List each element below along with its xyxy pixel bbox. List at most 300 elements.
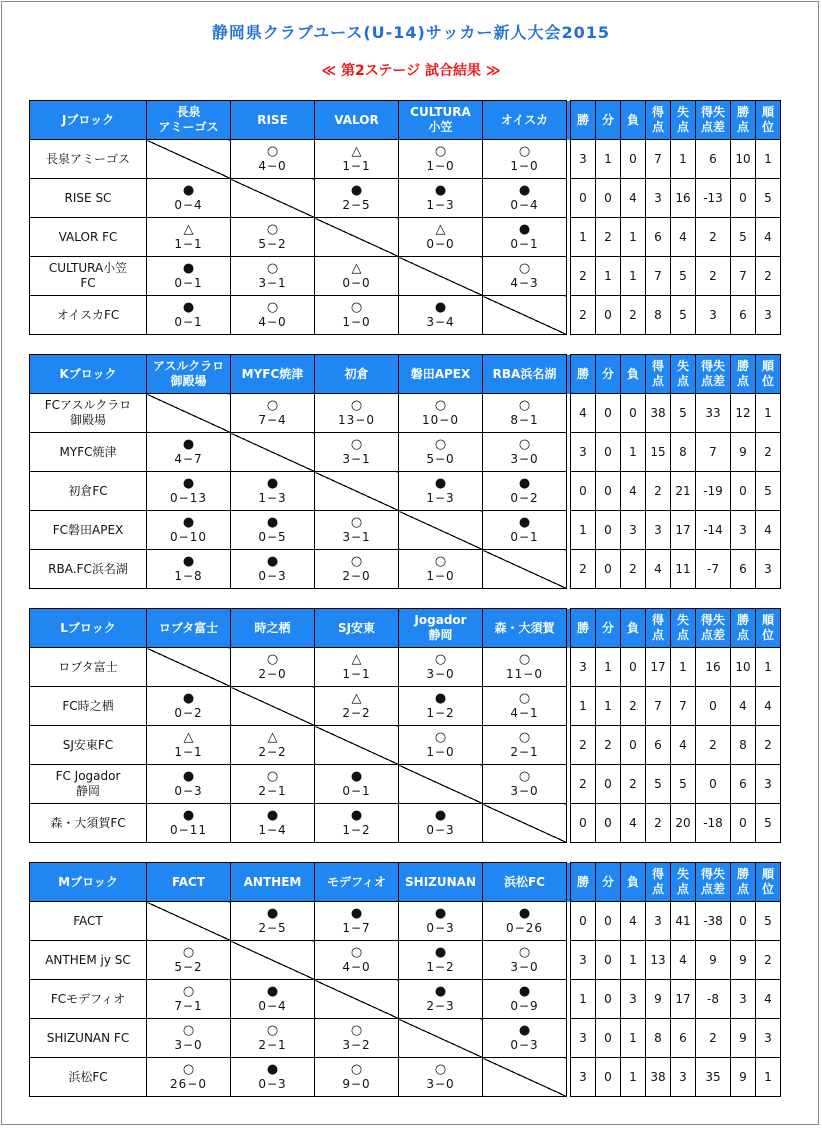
match-score: 4−0: [258, 315, 287, 329]
table-row: [30, 980, 781, 1019]
win-mark-icon: ○: [182, 945, 195, 960]
draw-mark-icon: △: [351, 144, 362, 159]
match-result: [147, 687, 231, 726]
match-result: [147, 550, 231, 589]
table-row: [30, 511, 781, 550]
loss-mark-icon: ●: [350, 906, 363, 921]
loss-mark-icon: ●: [266, 554, 279, 569]
self-match-diagonal: [483, 550, 567, 589]
match-result: [147, 218, 231, 257]
match-result: [231, 296, 315, 335]
stat-header: 分: [596, 863, 621, 902]
team-name: 長泉アミーゴス: [30, 140, 147, 179]
self-match-diagonal: [483, 804, 567, 843]
win-mark-icon: ○: [266, 144, 279, 159]
loss-mark-icon: ●: [182, 515, 195, 530]
block-name: Lブロック: [30, 609, 147, 648]
stat-value: 3: [646, 902, 671, 941]
stat-value: 8: [671, 433, 696, 472]
stat-value: 3: [671, 1058, 696, 1097]
opponent-column-header: FACT: [147, 863, 231, 902]
match-result: [315, 257, 399, 296]
stat-value: 1: [671, 648, 696, 687]
match-result: [399, 726, 483, 765]
stat-value: 3: [571, 1019, 596, 1058]
self-match-diagonal: [147, 902, 231, 941]
team-name: SJ安東FC: [30, 726, 147, 765]
self-match-diagonal: [147, 140, 231, 179]
stat-header: 得失 点差: [696, 609, 731, 648]
match-score: 5−2: [258, 237, 287, 251]
stat-value: 3: [756, 550, 781, 589]
stat-value: 2: [646, 804, 671, 843]
match-score: 0−9: [510, 999, 539, 1013]
stat-value: 10: [731, 140, 756, 179]
stat-value: 3: [571, 433, 596, 472]
match-score: 1−4: [258, 823, 287, 837]
stat-value: 1: [571, 980, 596, 1019]
win-mark-icon: ○: [350, 515, 363, 530]
stat-value: 1: [571, 687, 596, 726]
loss-mark-icon: ●: [182, 476, 195, 491]
match-result: [231, 511, 315, 550]
stat-value: 4: [671, 726, 696, 765]
team-name: FACT: [30, 902, 147, 941]
stat-value: 1: [756, 394, 781, 433]
stat-header: 順 位: [756, 609, 781, 648]
win-mark-icon: ○: [518, 437, 531, 452]
stat-value: 5: [756, 902, 781, 941]
loss-mark-icon: ●: [434, 984, 447, 999]
loss-mark-icon: ●: [182, 554, 195, 569]
stat-value: 0: [596, 472, 621, 511]
match-result: [231, 902, 315, 941]
match-result: [315, 648, 399, 687]
stat-header: 勝: [571, 101, 596, 140]
win-mark-icon: ○: [182, 1023, 195, 1038]
table-row: [30, 433, 781, 472]
stat-value: 5: [756, 179, 781, 218]
draw-mark-icon: △: [267, 730, 278, 745]
match-score: 2−1: [258, 1038, 287, 1052]
stat-value: 33: [696, 394, 731, 433]
match-result: [315, 550, 399, 589]
opponent-column-header: RISE: [231, 101, 315, 140]
stat-header: 負: [621, 101, 646, 140]
stat-value: 0: [571, 902, 596, 941]
win-mark-icon: ○: [266, 398, 279, 413]
stat-value: 15: [646, 433, 671, 472]
match-result: [315, 511, 399, 550]
match-result: [399, 550, 483, 589]
match-result: [399, 140, 483, 179]
stat-value: 0: [571, 179, 596, 218]
match-result: [483, 726, 567, 765]
stat-value: -19: [696, 472, 731, 511]
stat-value: 2: [646, 472, 671, 511]
table-row: [30, 179, 781, 218]
stat-value: 2: [756, 433, 781, 472]
match-result: [483, 941, 567, 980]
stat-value: 2: [571, 257, 596, 296]
stat-value: 16: [671, 179, 696, 218]
stat-header: 失 点: [671, 609, 696, 648]
stat-value: 5: [671, 296, 696, 335]
table-row: [30, 804, 781, 843]
stat-value: 6: [646, 218, 671, 257]
match-score: 3−1: [342, 452, 371, 466]
match-result: [315, 1019, 399, 1058]
loss-mark-icon: ●: [518, 906, 531, 921]
win-mark-icon: ○: [266, 769, 279, 784]
loss-mark-icon: ●: [518, 476, 531, 491]
match-result: [147, 804, 231, 843]
match-result: [399, 179, 483, 218]
table-row: [30, 394, 781, 433]
match-result: [231, 1058, 315, 1097]
match-result: [483, 433, 567, 472]
stat-header: 分: [596, 101, 621, 140]
stat-value: 0: [571, 472, 596, 511]
match-score: 1−0: [426, 159, 455, 173]
match-score: 0−26: [506, 921, 543, 935]
stat-value: 3: [731, 980, 756, 1019]
team-name: CULTURA小笠 FC: [30, 257, 147, 296]
block-table: [29, 862, 781, 1097]
stat-value: 2: [621, 765, 646, 804]
stat-value: 7: [696, 433, 731, 472]
self-match-diagonal: [231, 941, 315, 980]
stat-value: 0: [596, 550, 621, 589]
block-name: Kブロック: [30, 355, 147, 394]
stat-header: 負: [621, 609, 646, 648]
opponent-column-header: CULTURA 小笠: [399, 101, 483, 140]
match-score: 3−4: [426, 315, 455, 329]
match-score: 0−0: [342, 276, 371, 290]
match-score: 3−0: [510, 960, 539, 974]
stat-header: 失 点: [671, 101, 696, 140]
team-name: FC磐田APEX: [30, 511, 147, 550]
opponent-column-header: オイスカ: [483, 101, 567, 140]
match-result: [483, 472, 567, 511]
self-match-diagonal: [315, 980, 399, 1019]
team-name: FCモデフィオ: [30, 980, 147, 1019]
stat-value: 0: [596, 804, 621, 843]
match-result: [483, 218, 567, 257]
match-result: [315, 765, 399, 804]
stat-value: 6: [646, 726, 671, 765]
match-score: 1−0: [426, 569, 455, 583]
stat-header: 失 点: [671, 863, 696, 902]
match-score: 3−2: [342, 1038, 371, 1052]
stat-value: 3: [646, 179, 671, 218]
self-match-diagonal: [315, 726, 399, 765]
match-score: 2−1: [510, 745, 539, 759]
win-mark-icon: ○: [350, 1023, 363, 1038]
block-table: [29, 354, 781, 589]
stat-value: 2: [696, 1019, 731, 1058]
self-match-diagonal: [231, 179, 315, 218]
stat-value: 4: [646, 550, 671, 589]
stat-value: 2: [621, 550, 646, 589]
win-mark-icon: ○: [266, 300, 279, 315]
stat-value: 9: [731, 1058, 756, 1097]
stat-value: 0: [621, 648, 646, 687]
match-score: 11−0: [506, 667, 543, 681]
stat-value: 9: [731, 1019, 756, 1058]
match-result: [399, 394, 483, 433]
stat-value: 0: [596, 902, 621, 941]
match-score: 2−0: [342, 569, 371, 583]
draw-mark-icon: △: [351, 261, 362, 276]
match-result: [147, 296, 231, 335]
win-mark-icon: ○: [350, 398, 363, 413]
stat-value: 3: [621, 511, 646, 550]
win-mark-icon: ○: [518, 730, 531, 745]
stat-value: 8: [646, 1019, 671, 1058]
stat-header: 順 位: [756, 355, 781, 394]
team-name: 浜松FC: [30, 1058, 147, 1097]
team-name: 森・大須賀FC: [30, 804, 147, 843]
stat-value: 6: [696, 140, 731, 179]
match-score: 13−0: [338, 413, 375, 427]
match-result: [315, 902, 399, 941]
block-table: [29, 100, 781, 335]
stat-value: 2: [756, 726, 781, 765]
win-mark-icon: ○: [350, 437, 363, 452]
match-result: [231, 804, 315, 843]
match-result: [147, 1019, 231, 1058]
stat-value: 17: [646, 648, 671, 687]
win-mark-icon: ○: [182, 984, 195, 999]
match-result: [147, 980, 231, 1019]
stat-value: 2: [756, 941, 781, 980]
match-score: 2−2: [342, 706, 371, 720]
table-row: [30, 687, 781, 726]
stat-header: 得失 点差: [696, 101, 731, 140]
match-result: [399, 902, 483, 941]
match-score: 4−0: [258, 159, 287, 173]
win-mark-icon: ○: [350, 300, 363, 315]
match-score: 1−3: [426, 491, 455, 505]
match-score: 0−1: [174, 315, 203, 329]
win-mark-icon: ○: [434, 1062, 447, 1077]
match-score: 4−1: [510, 706, 539, 720]
match-result: [147, 1058, 231, 1097]
match-score: 1−0: [426, 745, 455, 759]
stat-header: 勝 点: [731, 355, 756, 394]
match-score: 4−3: [510, 276, 539, 290]
self-match-diagonal: [483, 296, 567, 335]
match-score: 0−3: [510, 1038, 539, 1052]
match-score: 1−2: [426, 960, 455, 974]
match-score: 3−0: [510, 784, 539, 798]
stat-value: 10: [731, 648, 756, 687]
stat-value: 1: [621, 1019, 646, 1058]
stat-value: 1: [756, 648, 781, 687]
match-score: 1−1: [174, 745, 203, 759]
stat-value: 0: [621, 140, 646, 179]
loss-mark-icon: ●: [350, 808, 363, 823]
stat-value: 21: [671, 472, 696, 511]
stat-header: 得 点: [646, 863, 671, 902]
table-row: [30, 218, 781, 257]
loss-mark-icon: ●: [266, 808, 279, 823]
match-result: [231, 394, 315, 433]
stat-value: 4: [621, 804, 646, 843]
stat-value: 7: [731, 257, 756, 296]
stat-value: 0: [571, 804, 596, 843]
win-mark-icon: ○: [350, 1062, 363, 1077]
match-score: 2−5: [258, 921, 287, 935]
team-name: ANTHEM jy SC: [30, 941, 147, 980]
loss-mark-icon: ●: [182, 769, 195, 784]
block-name: Mブロック: [30, 863, 147, 902]
table-row: [30, 140, 781, 179]
match-result: [399, 218, 483, 257]
match-score: 2−5: [342, 198, 371, 212]
match-score: 1−2: [342, 823, 371, 837]
loss-mark-icon: ●: [266, 984, 279, 999]
loss-mark-icon: ●: [266, 906, 279, 921]
stat-value: -13: [696, 179, 731, 218]
match-score: 1−8: [174, 569, 203, 583]
stat-value: 4: [571, 394, 596, 433]
stat-header: 勝: [571, 863, 596, 902]
match-score: 3−0: [426, 667, 455, 681]
match-score: 3−0: [426, 1077, 455, 1091]
match-result: [315, 804, 399, 843]
loss-mark-icon: ●: [182, 691, 195, 706]
draw-mark-icon: △: [435, 222, 446, 237]
loss-mark-icon: ●: [518, 1023, 531, 1038]
stat-value: 7: [646, 687, 671, 726]
match-result: [231, 472, 315, 511]
win-mark-icon: ○: [434, 437, 447, 452]
match-score: 0−1: [510, 530, 539, 544]
opponent-column-header: モデフィオ: [315, 863, 399, 902]
match-score: 0−2: [174, 706, 203, 720]
stat-value: 12: [731, 394, 756, 433]
match-score: 0−10: [170, 530, 207, 544]
match-result: [399, 648, 483, 687]
opponent-column-header: MYFC焼津: [231, 355, 315, 394]
table-row: [30, 941, 781, 980]
match-result: [483, 511, 567, 550]
stat-header: 得 点: [646, 101, 671, 140]
match-result: [315, 140, 399, 179]
stat-value: 1: [571, 218, 596, 257]
stat-value: 1: [596, 257, 621, 296]
stat-value: 4: [756, 687, 781, 726]
match-score: 0−3: [426, 823, 455, 837]
match-score: 7−4: [258, 413, 287, 427]
stat-value: 1: [756, 1058, 781, 1097]
stat-value: 5: [671, 765, 696, 804]
draw-mark-icon: △: [183, 222, 194, 237]
match-score: 1−3: [426, 198, 455, 212]
opponent-column-header: ANTHEM: [231, 863, 315, 902]
match-score: 2−0: [258, 667, 287, 681]
win-mark-icon: ○: [518, 398, 531, 413]
match-score: 1−1: [342, 159, 371, 173]
stat-header: 勝: [571, 355, 596, 394]
stat-value: 1: [756, 140, 781, 179]
table-row: [30, 1019, 781, 1058]
stat-value: 7: [646, 140, 671, 179]
stat-value: 13: [646, 941, 671, 980]
table-row: [30, 765, 781, 804]
stat-value: 41: [671, 902, 696, 941]
stat-value: 4: [756, 218, 781, 257]
stat-value: 5: [756, 472, 781, 511]
stat-value: 0: [731, 472, 756, 511]
match-score: 3−0: [174, 1038, 203, 1052]
stat-value: 38: [646, 394, 671, 433]
match-result: [483, 1019, 567, 1058]
self-match-diagonal: [231, 687, 315, 726]
win-mark-icon: ○: [266, 222, 279, 237]
loss-mark-icon: ●: [434, 808, 447, 823]
match-result: [483, 257, 567, 296]
match-score: 1−2: [426, 706, 455, 720]
match-score: 8−1: [510, 413, 539, 427]
stat-value: 1: [621, 433, 646, 472]
stat-value: 17: [671, 511, 696, 550]
stat-value: 2: [571, 296, 596, 335]
stat-header: 勝 点: [731, 863, 756, 902]
match-score: 5−2: [174, 960, 203, 974]
stat-value: 0: [696, 765, 731, 804]
win-mark-icon: ○: [434, 144, 447, 159]
match-result: [147, 941, 231, 980]
opponent-column-header: ロブタ富士: [147, 609, 231, 648]
opponent-column-header: 初倉: [315, 355, 399, 394]
stat-header: 負: [621, 863, 646, 902]
stat-header: 勝: [571, 609, 596, 648]
win-mark-icon: ○: [266, 1023, 279, 1038]
stat-value: 1: [571, 511, 596, 550]
loss-mark-icon: ●: [182, 183, 195, 198]
match-score: 0−4: [258, 999, 287, 1013]
win-mark-icon: ○: [266, 652, 279, 667]
loss-mark-icon: ●: [266, 1062, 279, 1077]
stat-value: 0: [596, 394, 621, 433]
match-score: 4−0: [342, 960, 371, 974]
win-mark-icon: ○: [518, 144, 531, 159]
match-result: [483, 902, 567, 941]
match-score: 1−1: [342, 667, 371, 681]
match-score: 0−1: [342, 784, 371, 798]
stat-header: 順 位: [756, 863, 781, 902]
match-result: [483, 648, 567, 687]
match-score: 9−0: [342, 1077, 371, 1091]
stat-header: 得失 点差: [696, 863, 731, 902]
match-result: [147, 726, 231, 765]
loss-mark-icon: ●: [434, 691, 447, 706]
match-score: 1−1: [174, 237, 203, 251]
match-score: 2−1: [258, 784, 287, 798]
stat-value: 2: [571, 765, 596, 804]
stat-value: 20: [671, 804, 696, 843]
match-score: 3−0: [510, 452, 539, 466]
stat-value: 3: [571, 1058, 596, 1097]
match-result: [399, 980, 483, 1019]
match-score: 0−11: [170, 823, 207, 837]
loss-mark-icon: ●: [434, 906, 447, 921]
stat-value: 4: [731, 687, 756, 726]
match-result: [399, 687, 483, 726]
